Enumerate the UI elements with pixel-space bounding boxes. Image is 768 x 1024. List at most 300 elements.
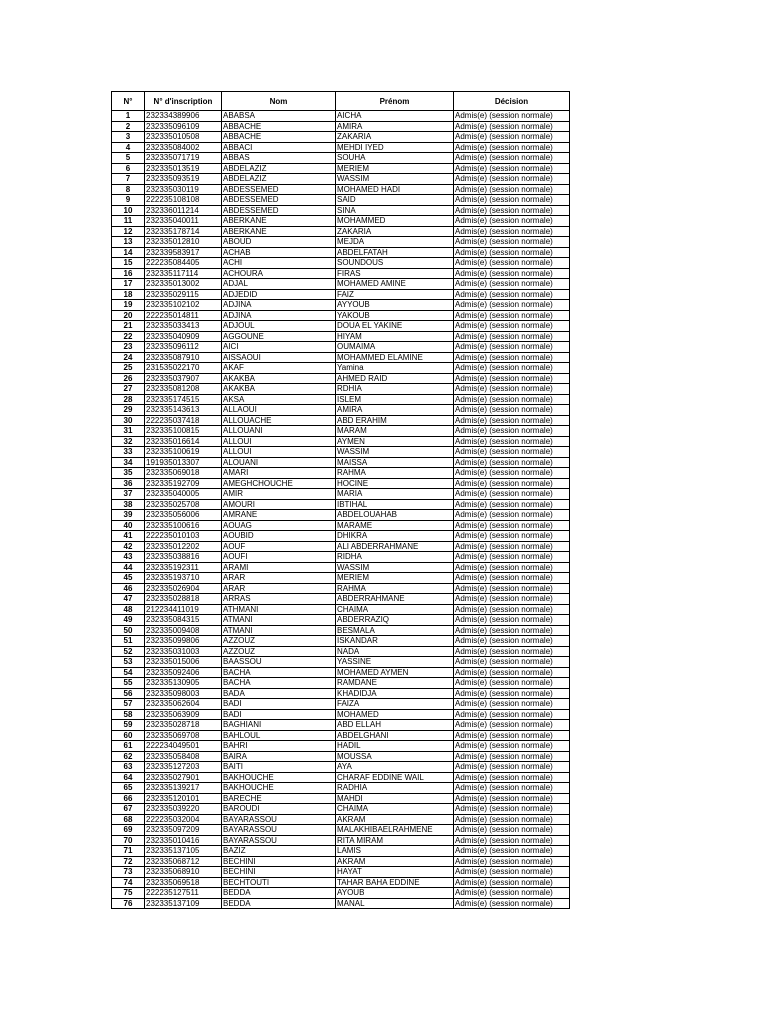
table-row — [112, 468, 570, 479]
row-number: 11 — [112, 216, 145, 227]
first-name-cell: CHAIMA — [336, 804, 454, 815]
first-name-cell: MANAL — [336, 898, 454, 909]
decision-cell: Admis(e) (session normale) — [454, 793, 570, 804]
row-number: 70 — [112, 835, 145, 846]
table-row — [112, 405, 570, 416]
row-number: 62 — [112, 751, 145, 762]
last-name-cell: AOUBID — [222, 531, 336, 542]
registration-number-cell: 232335137105 — [145, 846, 222, 857]
table-row — [112, 856, 570, 867]
row-number: 49 — [112, 615, 145, 626]
first-name-cell: TAHAR BAHA EDDINE — [336, 877, 454, 888]
first-name-cell: ZAKARIA — [336, 132, 454, 143]
table-row — [112, 226, 570, 237]
decision-cell: Admis(e) (session normale) — [454, 279, 570, 290]
registration-number-cell: 232335093519 — [145, 174, 222, 185]
first-name-cell: MAISSA — [336, 457, 454, 468]
last-name-cell: ALLOUI — [222, 447, 336, 458]
registration-number-cell: 231535022170 — [145, 363, 222, 374]
decision-cell: Admis(e) (session normale) — [454, 604, 570, 615]
last-name-cell: ARAR — [222, 573, 336, 584]
row-number: 40 — [112, 520, 145, 531]
last-name-cell: ABDESSEMED — [222, 184, 336, 195]
table-row — [112, 751, 570, 762]
decision-cell: Admis(e) (session normale) — [454, 814, 570, 825]
last-name-cell: ADJINA — [222, 310, 336, 321]
decision-cell: Admis(e) (session normale) — [454, 153, 570, 164]
first-name-cell: AICHA — [336, 111, 454, 122]
last-name-cell: BAASSOU — [222, 657, 336, 668]
row-number: 35 — [112, 468, 145, 479]
registration-number-cell: 232335026904 — [145, 583, 222, 594]
table-row — [112, 237, 570, 248]
decision-cell: Admis(e) (session normale) — [454, 363, 570, 374]
registration-number-cell: 232335130905 — [145, 678, 222, 689]
decision-cell: Admis(e) (session normale) — [454, 489, 570, 500]
table-row — [112, 520, 570, 531]
registration-number-cell: 232335143613 — [145, 405, 222, 416]
decision-cell: Admis(e) (session normale) — [454, 699, 570, 710]
decision-cell: Admis(e) (session normale) — [454, 426, 570, 437]
table-row — [112, 132, 570, 143]
decision-cell: Admis(e) (session normale) — [454, 310, 570, 321]
table-row — [112, 426, 570, 437]
first-name-cell: MOHAMMED — [336, 216, 454, 227]
table-row — [112, 888, 570, 899]
last-name-cell: ABDESSEMED — [222, 195, 336, 206]
table-row — [112, 478, 570, 489]
first-name-cell: SOUHA — [336, 153, 454, 164]
registration-number-cell: 232335063909 — [145, 709, 222, 720]
row-number: 42 — [112, 541, 145, 552]
table-row — [112, 835, 570, 846]
registration-number-cell: 232335013519 — [145, 163, 222, 174]
table-header-row — [112, 92, 570, 111]
registration-number-cell: 232335029115 — [145, 289, 222, 300]
first-name-cell: RADHIA — [336, 783, 454, 794]
first-name-cell: IBTIHAL — [336, 499, 454, 510]
last-name-cell: ABDELAZIZ — [222, 163, 336, 174]
first-name-cell: MAHDI — [336, 793, 454, 804]
table-row — [112, 688, 570, 699]
registration-number-cell: 232335100619 — [145, 447, 222, 458]
row-number: 43 — [112, 552, 145, 563]
first-name-cell: RDHIA — [336, 384, 454, 395]
first-name-cell: MERIEM — [336, 163, 454, 174]
table-row — [112, 153, 570, 164]
first-name-cell: RAHMA — [336, 468, 454, 479]
last-name-cell: BAIRA — [222, 751, 336, 762]
row-number: 73 — [112, 867, 145, 878]
decision-cell: Admis(e) (session normale) — [454, 573, 570, 584]
row-number: 29 — [112, 405, 145, 416]
last-name-cell: ALLOUI — [222, 436, 336, 447]
row-number: 21 — [112, 321, 145, 332]
last-name-cell: BEDDA — [222, 888, 336, 899]
registration-number-cell: 232335096112 — [145, 342, 222, 353]
first-name-cell: ABD ELLAH — [336, 720, 454, 731]
last-name-cell: AOUAG — [222, 520, 336, 531]
last-name-cell: AKAF — [222, 363, 336, 374]
last-name-cell: BAHLOUL — [222, 730, 336, 741]
last-name-cell: AOUF — [222, 541, 336, 552]
last-name-cell: BAGHIANI — [222, 720, 336, 731]
first-name-cell: MARIA — [336, 489, 454, 500]
table-row — [112, 279, 570, 290]
first-name-cell: MEJDA — [336, 237, 454, 248]
registration-number-cell: 232335037907 — [145, 373, 222, 384]
registration-number-cell: 232335068712 — [145, 856, 222, 867]
first-name-cell: WASSIM — [336, 447, 454, 458]
decision-cell: Admis(e) (session normale) — [454, 184, 570, 195]
row-number: 25 — [112, 363, 145, 374]
row-number: 33 — [112, 447, 145, 458]
registration-number-cell: 232335013002 — [145, 279, 222, 290]
decision-cell: Admis(e) (session normale) — [454, 121, 570, 132]
last-name-cell: ADJEDID — [222, 289, 336, 300]
first-name-cell: CHAIMA — [336, 604, 454, 615]
first-name-cell: WASSIM — [336, 174, 454, 185]
table-row — [112, 730, 570, 741]
table-row — [112, 300, 570, 311]
first-name-cell: MOHAMED — [336, 709, 454, 720]
decision-cell: Admis(e) (session normale) — [454, 163, 570, 174]
table-row — [112, 142, 570, 153]
registration-number-cell: 232335139217 — [145, 783, 222, 794]
registration-number-cell: 232335058408 — [145, 751, 222, 762]
header-registration-number: N° d'inscription — [145, 92, 222, 111]
table-row — [112, 415, 570, 426]
decision-cell: Admis(e) (session normale) — [454, 541, 570, 552]
row-number: 2 — [112, 121, 145, 132]
last-name-cell: ABDESSEMED — [222, 205, 336, 216]
registration-number-cell: 222235127511 — [145, 888, 222, 899]
row-number: 69 — [112, 825, 145, 836]
table-row — [112, 709, 570, 720]
registration-number-cell: 232335056006 — [145, 510, 222, 521]
first-name-cell: ABDELGHANI — [336, 730, 454, 741]
registration-number-cell: 232335099806 — [145, 636, 222, 647]
decision-cell: Admis(e) (session normale) — [454, 342, 570, 353]
table-row — [112, 625, 570, 636]
row-number: 54 — [112, 667, 145, 678]
decision-cell: Admis(e) (session normale) — [454, 552, 570, 563]
first-name-cell: HOCINE — [336, 478, 454, 489]
decision-cell: Admis(e) (session normale) — [454, 499, 570, 510]
last-name-cell: ATMANI — [222, 625, 336, 636]
row-number: 65 — [112, 783, 145, 794]
row-number: 30 — [112, 415, 145, 426]
registration-number-cell: 222235010103 — [145, 531, 222, 542]
decision-cell: Admis(e) (session normale) — [454, 457, 570, 468]
table-row — [112, 310, 570, 321]
registration-number-cell: 232335028818 — [145, 594, 222, 605]
row-number: 74 — [112, 877, 145, 888]
decision-cell: Admis(e) (session normale) — [454, 510, 570, 521]
row-number: 38 — [112, 499, 145, 510]
registration-number-cell: 232335069018 — [145, 468, 222, 479]
last-name-cell: AZZOUZ — [222, 636, 336, 647]
row-number: 60 — [112, 730, 145, 741]
first-name-cell: YAKOUB — [336, 310, 454, 321]
last-name-cell: BECHTOUTI — [222, 877, 336, 888]
registration-number-cell: 232335137109 — [145, 898, 222, 909]
row-number: 24 — [112, 352, 145, 363]
first-name-cell: SINA — [336, 205, 454, 216]
table-row — [112, 657, 570, 668]
registration-number-cell: 232335120101 — [145, 793, 222, 804]
row-number: 23 — [112, 342, 145, 353]
decision-cell: Admis(e) (session normale) — [454, 531, 570, 542]
decision-cell: Admis(e) (session normale) — [454, 478, 570, 489]
first-name-cell: FIRAS — [336, 268, 454, 279]
first-name-cell: OUMAIMA — [336, 342, 454, 353]
first-name-cell: AKRAM — [336, 856, 454, 867]
row-number: 63 — [112, 762, 145, 773]
decision-cell: Admis(e) (session normale) — [454, 667, 570, 678]
registration-number-cell: 232335117114 — [145, 268, 222, 279]
decision-cell: Admis(e) (session normale) — [454, 877, 570, 888]
first-name-cell: AYOUB — [336, 888, 454, 899]
registration-number-cell: 232335030119 — [145, 184, 222, 195]
table-row — [112, 573, 570, 584]
row-number: 7 — [112, 174, 145, 185]
registration-number-cell: 232335038816 — [145, 552, 222, 563]
table-row — [112, 373, 570, 384]
row-number: 76 — [112, 898, 145, 909]
table-row — [112, 541, 570, 552]
decision-cell: Admis(e) (session normale) — [454, 804, 570, 815]
decision-cell: Admis(e) (session normale) — [454, 195, 570, 206]
last-name-cell: AMIR — [222, 489, 336, 500]
registration-number-cell: 232335027901 — [145, 772, 222, 783]
decision-cell: Admis(e) (session normale) — [454, 594, 570, 605]
last-name-cell: AOUFI — [222, 552, 336, 563]
row-number: 10 — [112, 205, 145, 216]
last-name-cell: AZZOUZ — [222, 646, 336, 657]
last-name-cell: AMOURI — [222, 499, 336, 510]
decision-cell: Admis(e) (session normale) — [454, 678, 570, 689]
first-name-cell: FAIZ — [336, 289, 454, 300]
decision-cell: Admis(e) (session normale) — [454, 321, 570, 332]
first-name-cell: YASSINE — [336, 657, 454, 668]
table-row — [112, 247, 570, 258]
row-number: 75 — [112, 888, 145, 899]
last-name-cell: BEDDA — [222, 898, 336, 909]
first-name-cell: AYMEN — [336, 436, 454, 447]
registration-number-cell: 232335096109 — [145, 121, 222, 132]
table-row — [112, 363, 570, 374]
first-name-cell: RITA MIRAM — [336, 835, 454, 846]
decision-cell: Admis(e) (session normale) — [454, 636, 570, 647]
row-number: 47 — [112, 594, 145, 605]
table-row — [112, 793, 570, 804]
decision-cell: Admis(e) (session normale) — [454, 825, 570, 836]
last-name-cell: ABERKANE — [222, 226, 336, 237]
decision-cell: Admis(e) (session normale) — [454, 730, 570, 741]
row-number: 18 — [112, 289, 145, 300]
decision-cell: Admis(e) (session normale) — [454, 720, 570, 731]
table-row — [112, 447, 570, 458]
last-name-cell: BAROUDI — [222, 804, 336, 815]
table-row — [112, 216, 570, 227]
last-name-cell: AKAKBA — [222, 384, 336, 395]
registration-number-cell: 232335039220 — [145, 804, 222, 815]
table-row — [112, 615, 570, 626]
registration-number-cell: 232335016614 — [145, 436, 222, 447]
row-number: 8 — [112, 184, 145, 195]
decision-cell: Admis(e) (session normale) — [454, 216, 570, 227]
decision-cell: Admis(e) (session normale) — [454, 615, 570, 626]
table-row — [112, 594, 570, 605]
registration-number-cell: 232335092406 — [145, 667, 222, 678]
table-row — [112, 499, 570, 510]
registration-number-cell: 232335084315 — [145, 615, 222, 626]
row-number: 28 — [112, 394, 145, 405]
first-name-cell: ABDELFATAH — [336, 247, 454, 258]
first-name-cell: HADIL — [336, 741, 454, 752]
results-document — [111, 91, 570, 909]
last-name-cell: BACHA — [222, 667, 336, 678]
registration-number-cell: 222235108108 — [145, 195, 222, 206]
first-name-cell: AKRAM — [336, 814, 454, 825]
row-number: 45 — [112, 573, 145, 584]
decision-cell: Admis(e) (session normale) — [454, 867, 570, 878]
first-name-cell: DHIKRA — [336, 531, 454, 542]
row-number: 14 — [112, 247, 145, 258]
row-number: 57 — [112, 699, 145, 710]
first-name-cell: AYA — [336, 762, 454, 773]
table-row — [112, 636, 570, 647]
row-number: 48 — [112, 604, 145, 615]
registration-number-cell: 232335028718 — [145, 720, 222, 731]
decision-cell: Admis(e) (session normale) — [454, 709, 570, 720]
registration-number-cell: 232335087910 — [145, 352, 222, 363]
last-name-cell: ALLOUACHE — [222, 415, 336, 426]
last-name-cell: BAYARASSOU — [222, 825, 336, 836]
table-row — [112, 195, 570, 206]
row-number: 59 — [112, 720, 145, 731]
table-row — [112, 184, 570, 195]
table-row — [112, 121, 570, 132]
decision-cell: Admis(e) (session normale) — [454, 373, 570, 384]
decision-cell: Admis(e) (session normale) — [454, 268, 570, 279]
last-name-cell: ADJOUL — [222, 321, 336, 332]
first-name-cell: ISKANDAR — [336, 636, 454, 647]
registration-number-cell: 232335033413 — [145, 321, 222, 332]
table-row — [112, 814, 570, 825]
table-row — [112, 604, 570, 615]
decision-cell: Admis(e) (session normale) — [454, 394, 570, 405]
last-name-cell: ABABSA — [222, 111, 336, 122]
decision-cell: Admis(e) (session normale) — [454, 174, 570, 185]
registration-number-cell: 232335069708 — [145, 730, 222, 741]
last-name-cell: ACHOURA — [222, 268, 336, 279]
decision-cell: Admis(e) (session normale) — [454, 226, 570, 237]
decision-cell: Admis(e) (session normale) — [454, 300, 570, 311]
last-name-cell: ATHMANI — [222, 604, 336, 615]
registration-number-cell: 232335010508 — [145, 132, 222, 143]
table-row — [112, 258, 570, 269]
row-number: 19 — [112, 300, 145, 311]
registration-number-cell: 232335015006 — [145, 657, 222, 668]
registration-number-cell: 232335178714 — [145, 226, 222, 237]
table-row — [112, 720, 570, 731]
registration-number-cell: 222235014811 — [145, 310, 222, 321]
row-number: 55 — [112, 678, 145, 689]
row-number: 6 — [112, 163, 145, 174]
first-name-cell: ABDERRAZIQ — [336, 615, 454, 626]
last-name-cell: ABBACHE — [222, 132, 336, 143]
registration-number-cell: 222235084405 — [145, 258, 222, 269]
first-name-cell: SOUNDOUS — [336, 258, 454, 269]
row-number: 17 — [112, 279, 145, 290]
first-name-cell: MOHAMMED ELAMINE — [336, 352, 454, 363]
row-number: 1 — [112, 111, 145, 122]
last-name-cell: AMARI — [222, 468, 336, 479]
table-row — [112, 268, 570, 279]
header-decision: Décision — [454, 92, 570, 111]
row-number: 53 — [112, 657, 145, 668]
first-name-cell: AYYOUB — [336, 300, 454, 311]
decision-cell: Admis(e) (session normale) — [454, 331, 570, 342]
registration-number-cell: 222235032004 — [145, 814, 222, 825]
decision-cell: Admis(e) (session normale) — [454, 258, 570, 269]
row-number: 51 — [112, 636, 145, 647]
last-name-cell: AGGOUNE — [222, 331, 336, 342]
last-name-cell: AKAKBA — [222, 373, 336, 384]
row-number: 56 — [112, 688, 145, 699]
last-name-cell: ABBACI — [222, 142, 336, 153]
table-row — [112, 531, 570, 542]
registration-number-cell: 232335068910 — [145, 867, 222, 878]
decision-cell: Admis(e) (session normale) — [454, 142, 570, 153]
registration-number-cell: 232335069518 — [145, 877, 222, 888]
table-row — [112, 583, 570, 594]
registration-number-cell: 232335102102 — [145, 300, 222, 311]
first-name-cell: ALI ABDERRAHMANE — [336, 541, 454, 552]
decision-cell: Admis(e) (session normale) — [454, 562, 570, 573]
row-number: 44 — [112, 562, 145, 573]
last-name-cell: BADA — [222, 688, 336, 699]
first-name-cell: ABD ERAHIM — [336, 415, 454, 426]
header-number: N° — [112, 92, 145, 111]
last-name-cell: ADJAL — [222, 279, 336, 290]
last-name-cell: BAKHOUCHE — [222, 783, 336, 794]
table-body — [112, 111, 570, 909]
registration-number-cell: 232335010416 — [145, 835, 222, 846]
table-row — [112, 552, 570, 563]
row-number: 13 — [112, 237, 145, 248]
last-name-cell: ARRAS — [222, 594, 336, 605]
registration-number-cell: 232335192311 — [145, 562, 222, 573]
last-name-cell: ABERKANE — [222, 216, 336, 227]
registration-number-cell: 232335127203 — [145, 762, 222, 773]
last-name-cell: AISSAOUI — [222, 352, 336, 363]
registration-number-cell: 232335071719 — [145, 153, 222, 164]
row-number: 20 — [112, 310, 145, 321]
decision-cell: Admis(e) (session normale) — [454, 741, 570, 752]
row-number: 3 — [112, 132, 145, 143]
row-number: 32 — [112, 436, 145, 447]
row-number: 39 — [112, 510, 145, 521]
first-name-cell: RAMDANE — [336, 678, 454, 689]
last-name-cell: AICI — [222, 342, 336, 353]
table-row — [112, 562, 570, 573]
decision-cell: Admis(e) (session normale) — [454, 835, 570, 846]
registration-number-cell: 232335040909 — [145, 331, 222, 342]
last-name-cell: BADI — [222, 699, 336, 710]
